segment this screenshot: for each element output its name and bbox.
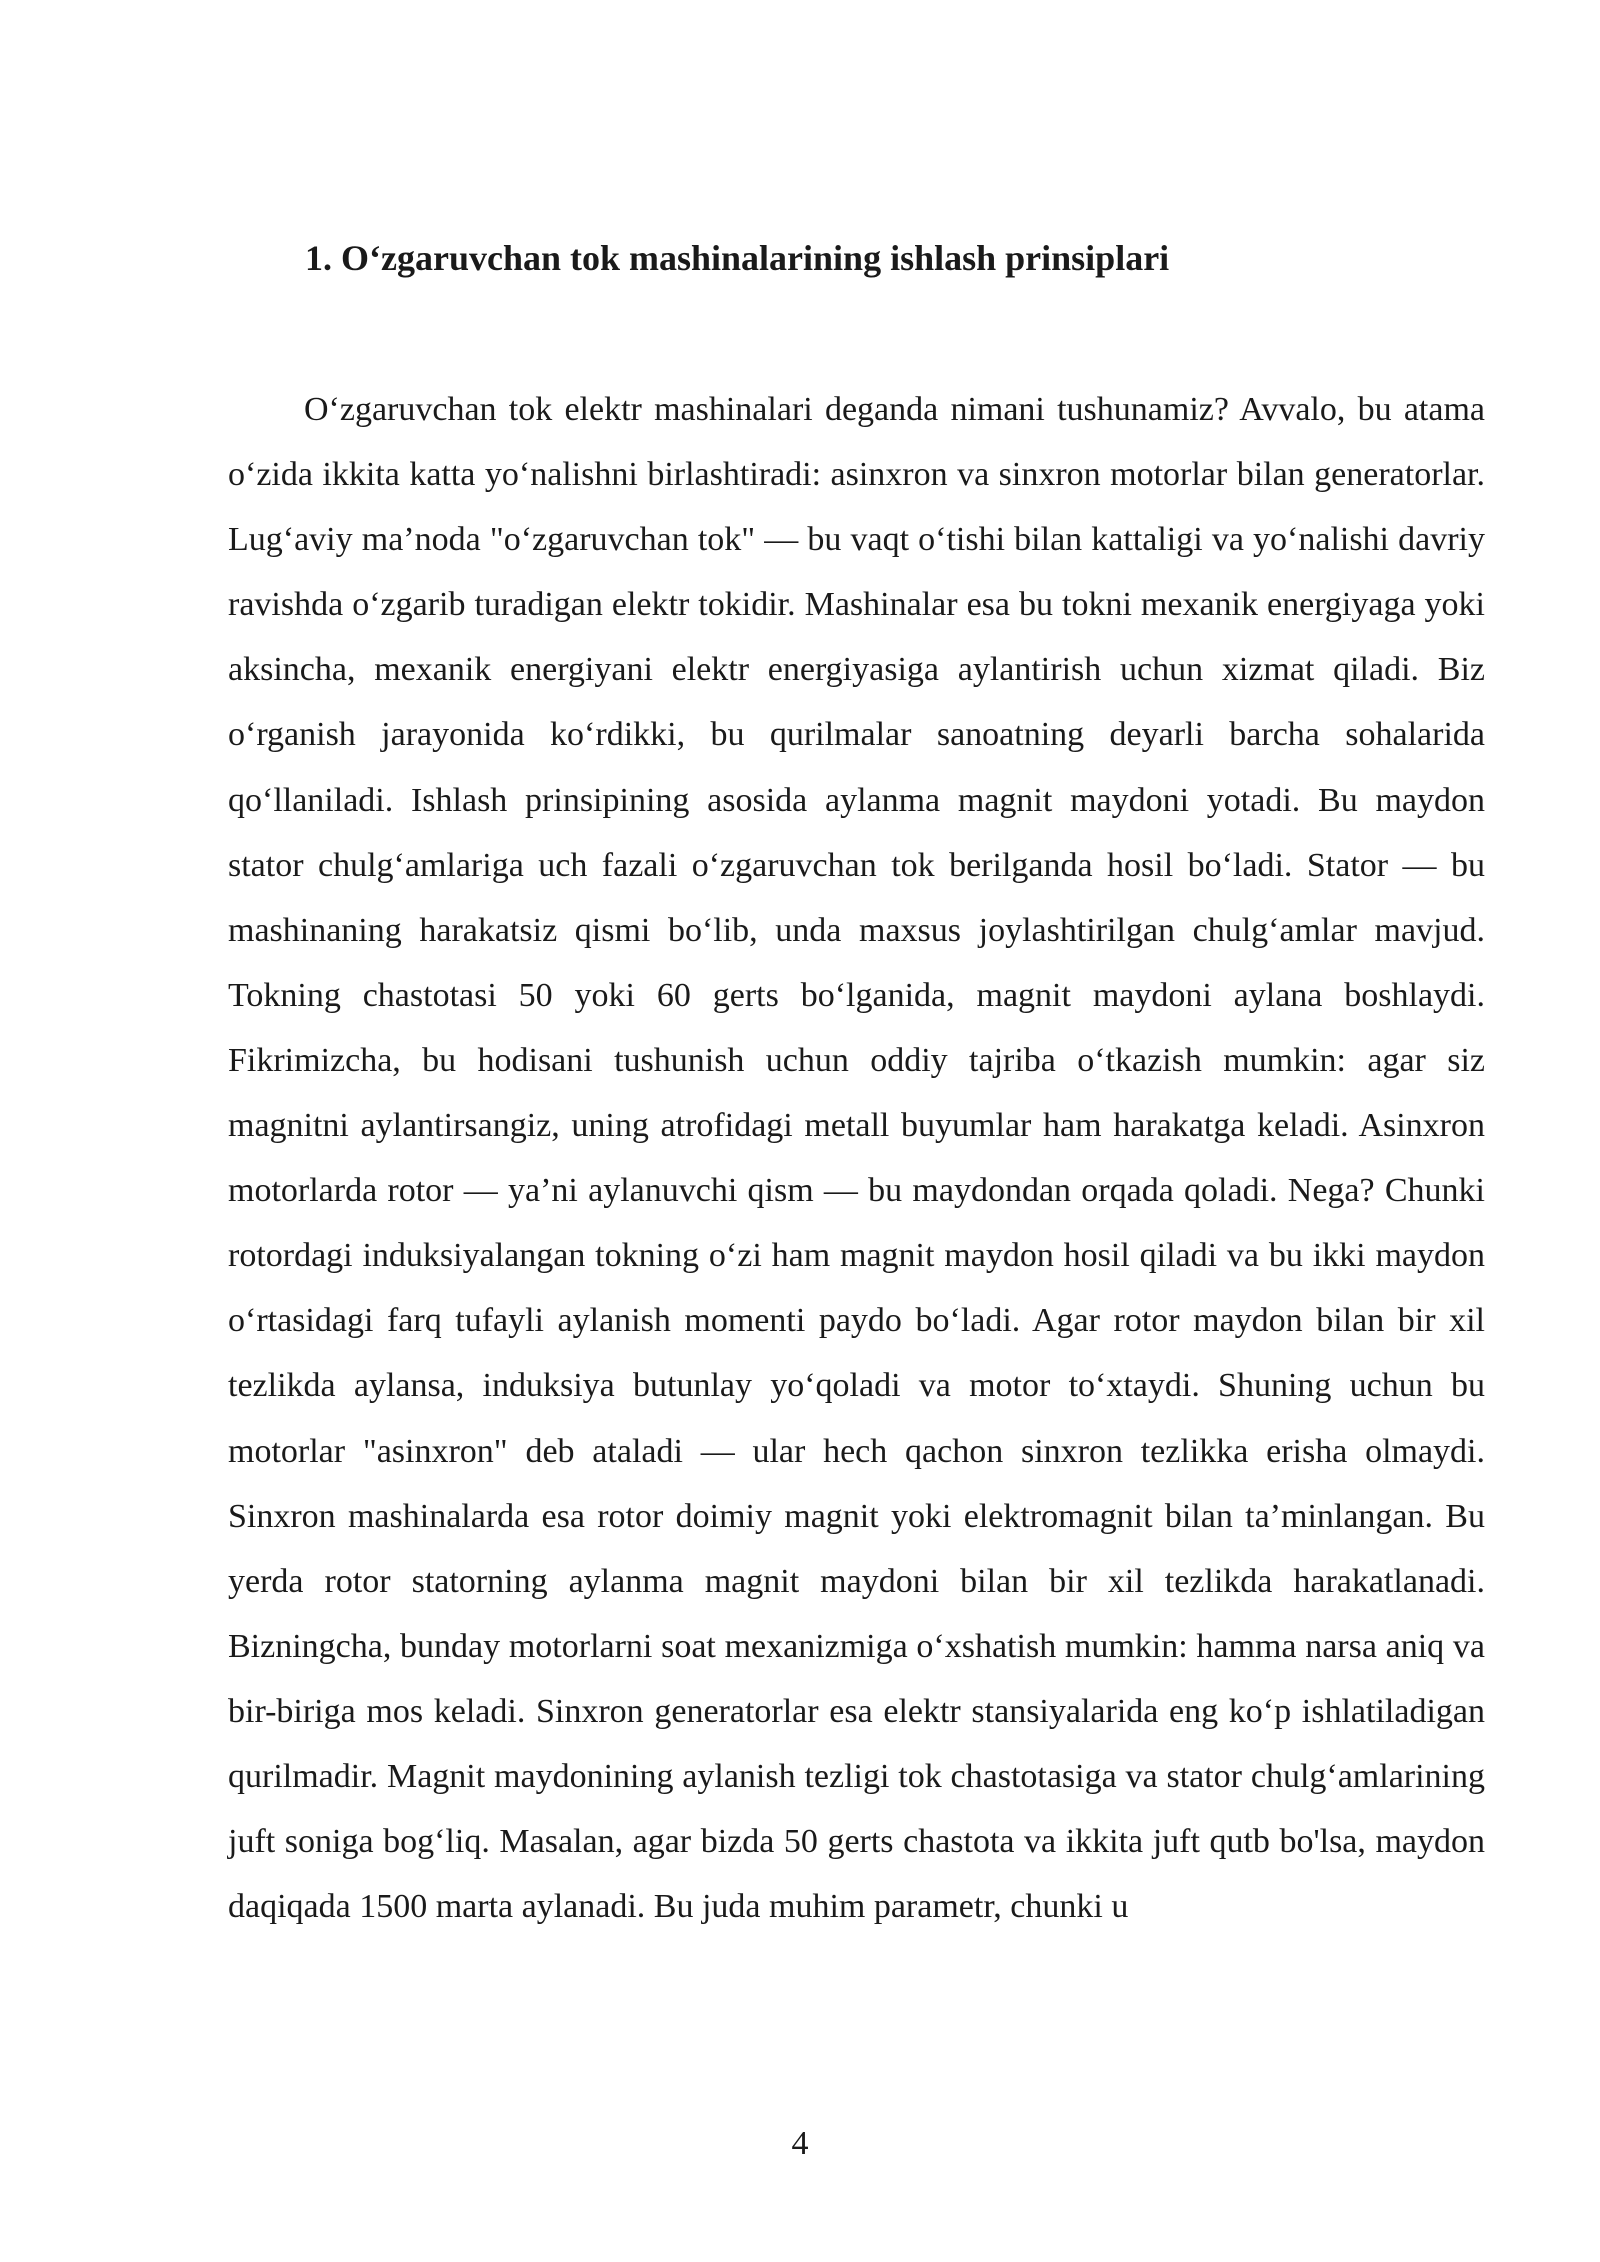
body-paragraph: O‘zgaruvchan tok elektr mashinalari deganda nimani tushunamiz? Avvalo, bu atama o‘zida ikkita katta yo‘nalishni birlashtiradi: asinxron va sinxron motorlar bilan generatorlar. Lug‘aviy ma’noda "o‘zgaruvchan tok" — bu vaqt o‘tishi bilan kattaligi va yo‘nalishi davriy ravishda o‘zgarib turadigan elektr tokidir. Mashinalar esa bu tokni mexanik energiyaga yoki aksincha, mexanik energiyani elektr energiyasiga aylantirish uchun xizmat qiladi. Biz o‘rganish jarayonida ko‘rdikki, bu qurilmalar sanoatning deyarli barcha sohalarida qo‘llaniladi. Ishlash prinsipining asosida aylanma magnit maydoni yotadi. Bu maydon stator chulg‘amlariga uch fazali o‘zgaruvchan tok berilganda hosil bo‘ladi. Stator — bu mashinaning harakatsiz qismi bo‘lib, unda maxsus joylashtirilgan chulg‘amlar mavjud. Tokning chastotasi 50 yoki 60 gerts bo‘lganida, magnit maydoni aylana boshlaydi. Fikrimizcha, bu hodisani tushunish uchun oddiy tajriba o‘tkazish mumkin: agar siz magnitni aylantirsangiz, uning atrofidagi metall buyumlar ham harakatga keladi. Asinxron motorlarda rotor — ya’ni aylanuvchi qism — bu maydondan orqada qoladi. Nega? Chunki rotordagi induksiyalangan tokning o‘zi ham magnit maydon hosil qiladi va bu ikki maydon o‘rtasidagi farq tufayli aylanish momenti paydo bo‘ladi. Agar rotor maydon bilan bir xil tezlikda aylansa, induksiya butunlay yo‘qoladi va motor to‘xtaydi. Shuning uchun bu motorlar "asinxron" deb ataladi — ular hech qachon sinxron tezlikka erisha olmaydi. Sinxron mashinalarda esa rotor doimiy magnit yoki elektromagnit bilan ta’minlangan. Bu yerda rotor statorning aylanma magnit maydoni bilan bir xil tezlikda harakatlanadi. Bizningcha, bunday motorlarni soat mexanizmiga o‘xshatish mumkin: hamma narsa aniq va bir-biriga mos keladi. Sinxron generatorlar esa elektr stansiyalarida eng ko‘p ishlatiladigan qurilmadir. Magnit maydonining aylanish tezligi tok chastotasiga va stator chulg‘amlarining juft soniga bog‘liq. Masalan, agar bizda 50 gerts chastota va ikkita juft qutb bo'lsa, maydon daqiqada 1500 marta aylanadi. Bu juda muhim parametr, chunki u — [228, 391, 1485, 1926]
page-number: 4 — [791, 2125, 809, 2162]
section-heading: 1. O‘zgaruvchan tok mashinalarining ishlash prinsiplari — [305, 238, 1170, 278]
